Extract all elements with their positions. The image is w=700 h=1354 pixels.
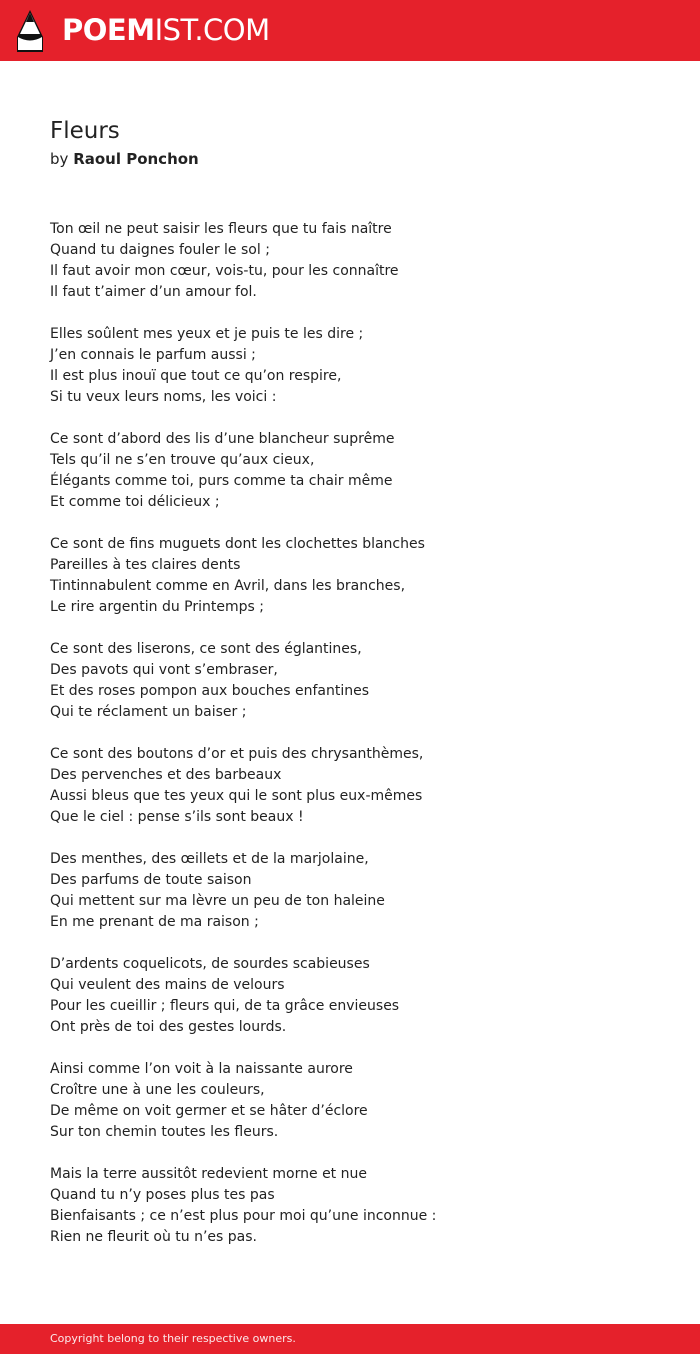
poem-line: Que le ciel : pense s’ils sont beaux ! bbox=[50, 809, 304, 825]
poem-line: Tintinnabulent comme en Avril, dans les branches, bbox=[50, 578, 406, 594]
site-logo[interactable] bbox=[62, 13, 270, 47]
poem-line: Ce sont des liserons, ce sont des églantines, bbox=[50, 641, 362, 657]
poem-line: Il faut t’aimer d’un amour fol. bbox=[50, 284, 257, 300]
poem-line: Pareilles à tes claires dents bbox=[50, 557, 241, 573]
poem-line: Ce sont de fins muguets dont les clochettes blanches bbox=[50, 536, 425, 552]
poem-line: Des pavots qui vont s’embraser, bbox=[50, 662, 278, 678]
stanza bbox=[50, 219, 650, 303]
poem-line: Et des roses pompon aux bouches enfantines bbox=[50, 683, 370, 699]
poem-line: Tels qu’il ne s’en trouve qu’aux cieux, bbox=[50, 452, 315, 468]
poem-line: Pour les cueillir ; fleurs qui, de ta grâce envieuses bbox=[50, 998, 400, 1014]
by-label: by bbox=[50, 150, 69, 168]
poem-line: Et comme toi délicieux ; bbox=[50, 494, 220, 510]
poem-line: Des parfums de toute saison bbox=[50, 872, 252, 888]
poem-line: Ont près de toi des gestes lourds. bbox=[50, 1019, 287, 1035]
poem-line: Si tu veux leurs noms, les voici : bbox=[50, 389, 277, 405]
stanza bbox=[50, 324, 650, 408]
poem-line: En me prenant de ma raison ; bbox=[50, 914, 259, 930]
poem-line: Ce sont des boutons d’or et puis des chrysanthèmes, bbox=[50, 746, 424, 762]
poem-line: Croître une à une les couleurs, bbox=[50, 1082, 265, 1098]
poem-line: Des menthes, des œillets et de la marjolaine, bbox=[50, 851, 369, 867]
poem-line: Ce sont d’abord des lis d’une blancheur suprême bbox=[50, 431, 395, 447]
poem-line: Il est plus inouï que tout ce qu’on respire, bbox=[50, 368, 342, 384]
poem-line: D’ardents coquelicots, de sourdes scabieuses bbox=[50, 956, 370, 972]
poem-line: Mais la terre aussitôt redevient morne et nue bbox=[50, 1166, 367, 1182]
copyright-text: Copyright belong to their respective owners. bbox=[50, 1332, 296, 1345]
stanza bbox=[50, 849, 650, 933]
stanza bbox=[50, 639, 650, 723]
poem-line: Aussi bleus que tes yeux qui le sont plus eux-mêmes bbox=[50, 788, 423, 804]
poem-line: Bienfaisants ; ce n’est plus pour moi qu’une inconnue : bbox=[50, 1208, 437, 1224]
poem-line: Élégants comme toi, purs comme ta chair même bbox=[50, 473, 393, 489]
logo-light-text: IST.COM bbox=[154, 13, 270, 47]
poem-line: Ton œil ne peut saisir les fleurs que tu fais naître bbox=[50, 221, 392, 237]
poem-line: Qui mettent sur ma lèvre un peu de ton haleine bbox=[50, 893, 385, 909]
poem-body bbox=[50, 219, 650, 1269]
stanza bbox=[50, 954, 650, 1038]
poem-line: Il faut avoir mon cœur, vois-tu, pour les connaître bbox=[50, 263, 399, 279]
stanza bbox=[50, 744, 650, 828]
stanza bbox=[50, 429, 650, 513]
site-footer bbox=[0, 1324, 700, 1354]
stanza bbox=[50, 1164, 650, 1248]
poem-line: Rien ne fleurit où tu n’es pas. bbox=[50, 1229, 257, 1245]
poem-line: Qui te réclament un baiser ; bbox=[50, 704, 247, 720]
poem-line: Qui veulent des mains de velours bbox=[50, 977, 285, 993]
poem-line: Sur ton chemin toutes les fleurs. bbox=[50, 1124, 279, 1140]
logo-bold-text: POEM bbox=[62, 13, 155, 47]
poem-line: Le rire argentin du Printemps ; bbox=[50, 599, 264, 615]
poem-line: J’en connais le parfum aussi ; bbox=[50, 347, 256, 363]
poem-line: Des pervenches et des barbeaux bbox=[50, 767, 282, 783]
stanza bbox=[50, 534, 650, 618]
poem-line: Quand tu daignes fouler le sol ; bbox=[50, 242, 270, 258]
poem-line: Elles soûlent mes yeux et je puis te les dire ; bbox=[50, 326, 364, 342]
poem-byline bbox=[50, 148, 199, 170]
site-header bbox=[0, 0, 700, 61]
pencil-tip-icon[interactable] bbox=[17, 10, 43, 52]
poem-line: Ainsi comme l’on voit à la naissante aurore bbox=[50, 1061, 353, 1077]
poem-line: De même on voit germer et se hâter d’éclore bbox=[50, 1103, 368, 1119]
stanza bbox=[50, 1059, 650, 1143]
poem-title: Fleurs bbox=[50, 118, 120, 144]
author-name: Raoul Ponchon bbox=[73, 150, 199, 168]
poem-line: Quand tu n’y poses plus tes pas bbox=[50, 1187, 275, 1203]
